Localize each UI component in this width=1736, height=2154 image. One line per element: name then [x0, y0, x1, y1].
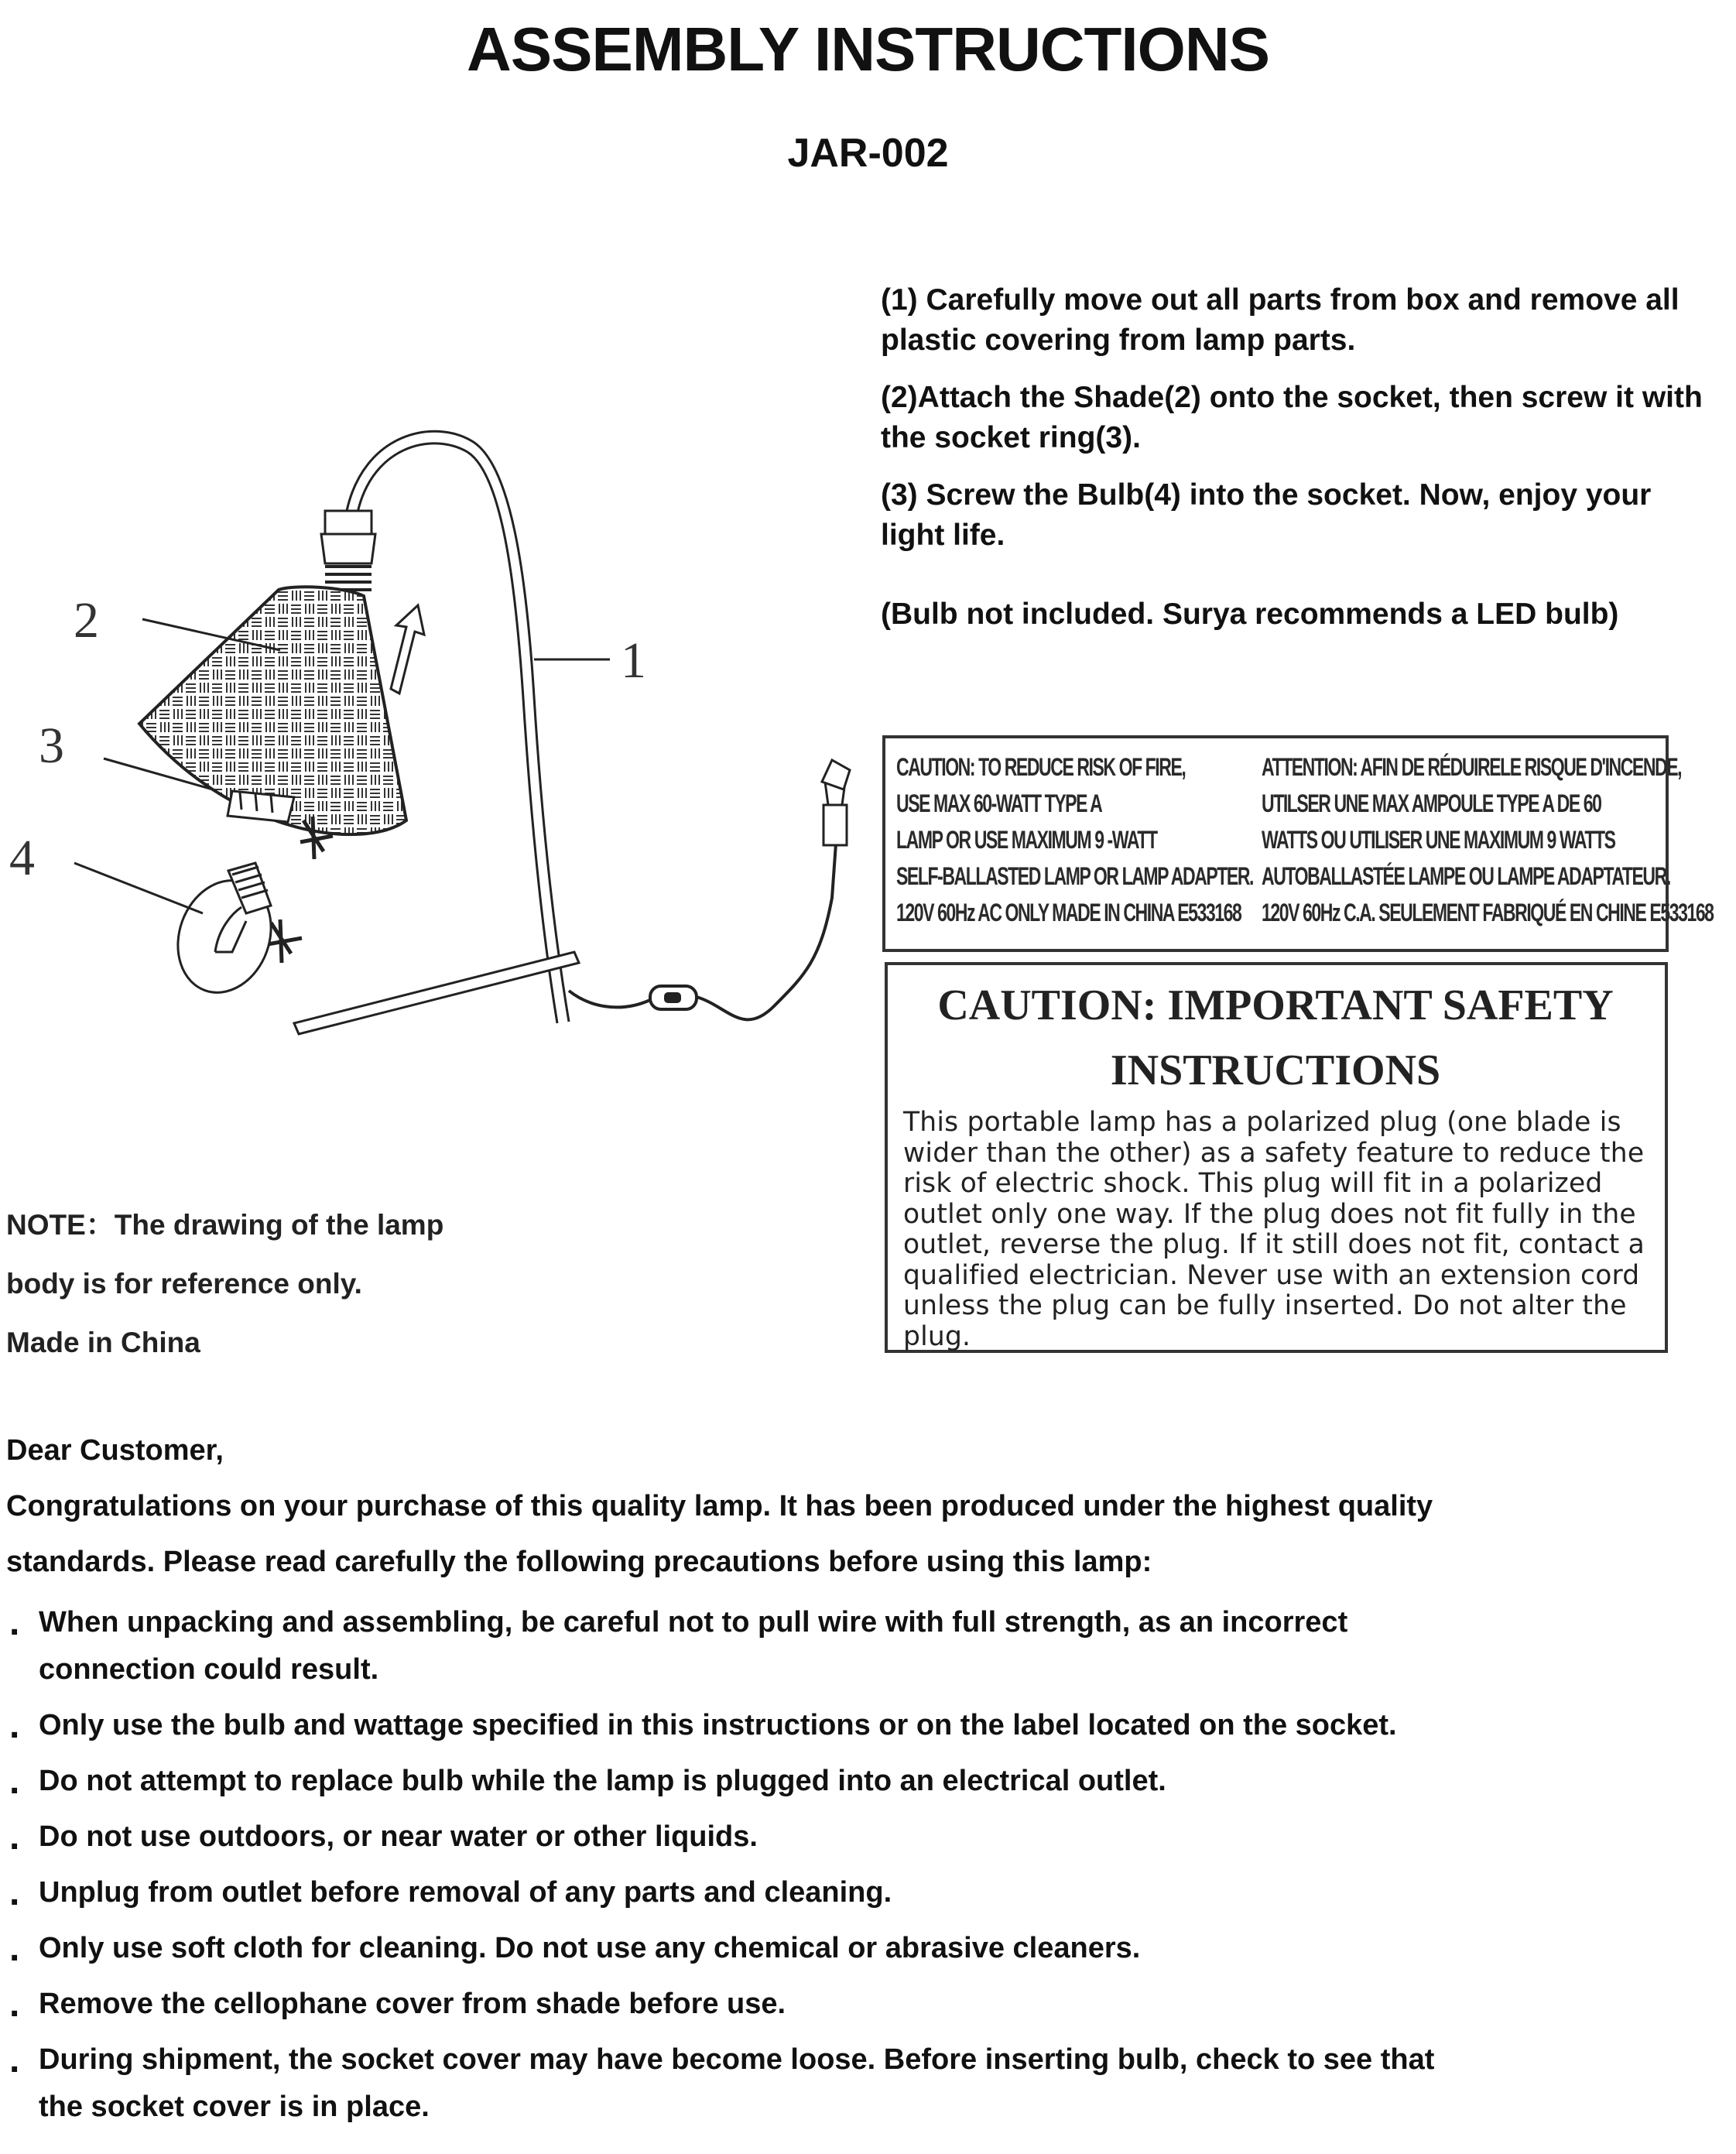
caution-label-fr	[1262, 749, 1736, 931]
letter-intro: Congratulations on your purchase of this quality lamp. It has been produced under the highest quality standards. Please read carefully the following precautions before using this lamp:	[6, 1490, 1433, 1578]
step-2: (2)Attach the Shade(2) onto the socket, then screw it with the socket ring(3).	[881, 381, 1703, 454]
part-label-2: 2	[74, 592, 99, 649]
switch-icon	[650, 986, 697, 1009]
lamp-diagram	[0, 418, 867, 1060]
list-item: . Only use soft cloth for cleaning. Do not use any chemical or abrasive cleaners.	[9, 1928, 1141, 1969]
caution-en-line: 120V 60Hz AC ONLY MADE IN CHINA E533168	[896, 899, 1241, 926]
caution-en-line: USE MAX 60-WATT TYPE A	[896, 789, 1102, 817]
customer-letter	[6, 1423, 1709, 2139]
part-label-4: 4	[9, 830, 35, 886]
precaution-text: Remove the cellophane cover from shade before use.	[39, 1988, 786, 2020]
caution-en-line: SELF-BALLASTED LAMP OR LAMP ADAPTER.	[896, 862, 1254, 890]
step-1: (1) Carefully move out all parts from box and remove all plastic covering from lamp parts.	[881, 283, 1680, 357]
list-item: . Do not use outdoors, or near water or other liquids.	[9, 1817, 758, 1858]
caution-fr-line: AUTOBALLASTÉE LAMPE OU LAMPE ADAPTATEUR.	[1262, 862, 1670, 890]
safety-heading-2: INSTRUCTIONS	[1110, 1046, 1441, 1094]
note-line-1: NOTE：The drawing of the lamp	[6, 1209, 444, 1241]
made-in-china: Made in China	[6, 1327, 200, 1358]
list-item: . During shipment, the socket cover may have become loose. Before inserting bulb, check to see that the socket cover is in place.	[9, 2039, 1435, 2123]
caution-label	[882, 735, 1714, 952]
precaution-text: Do not use outdoors, or near water or other liquids.	[39, 1820, 758, 1853]
list-item: . Do not attempt to replace bulb while the lamp is plugged into an electrical outlet.	[9, 1761, 1166, 1802]
assembly-steps	[881, 280, 1709, 652]
step-3: (3) Screw the Bulb(4) into the socket. Now, enjoy your light life.	[881, 478, 1652, 552]
precaution-text: Only use soft cloth for cleaning. Do not use any chemical or abrasive cleaners.	[39, 1932, 1141, 1964]
caution-fr-line: 120V 60Hz C.A. SEULEMENT FABRIQUÉ EN CHINE E533168	[1262, 899, 1714, 926]
part-label-1: 1	[621, 632, 646, 689]
safety-instructions-box	[885, 962, 1668, 1353]
list-item: . Remove the cellophane cover from shade before use.	[9, 1984, 786, 2025]
letter-greeting: Dear Customer,	[6, 1434, 224, 1467]
page-title: ASSEMBLY INSTRUCTIONS	[467, 15, 1269, 84]
caution-en-line: CAUTION: TO REDUCE RISK OF FIRE,	[896, 753, 1186, 781]
caution-fr-line: WATTS OU UTILISER UNE MAXIMUM 9 WATTS	[1262, 826, 1615, 854]
bulb-note: (Bulb not included. Surya recommends a LED bulb)	[881, 598, 1619, 631]
drawing-note	[6, 1196, 443, 1372]
caution-en-line: LAMP OR USE MAXIMUM 9 -WATT	[896, 826, 1157, 854]
socket-ring-icon	[228, 791, 294, 822]
list-item: . When unpacking and assembling, be careful not to pull wire with full strength, as an incorrect connection could result.	[9, 1602, 1348, 1686]
caution-fr-line: ATTENTION: AFIN DE RÉDUIRELE RISQUE D'INCENDE,	[1262, 753, 1682, 781]
list-item: . Unplug from outlet before removal of any parts and cleaning.	[9, 1872, 892, 1913]
safety-heading-1: CAUTION: IMPORTANT SAFETY	[937, 981, 1614, 1029]
precaution-text: Only use the bulb and wattage specified in this instructions or on the label located on the socket.	[39, 1709, 1397, 1741]
list-item: . Only use the bulb and wattage specified in this instructions or on the label located on the socket.	[9, 1705, 1397, 1746]
model-number: JAR-002	[787, 131, 949, 176]
note-line-2: body is for reference only.	[6, 1268, 362, 1300]
caution-fr-line: UTILSER UNE MAX AMPOULE TYPE A DE 60	[1262, 789, 1601, 817]
precaution-text: When unpacking and assembling, be careful not to pull wire with full strength, as an incorrect connection could result.	[39, 1606, 1348, 1686]
precaution-text: Do not attempt to replace bulb while the lamp is plugged into an electrical outlet.	[39, 1765, 1166, 1797]
precautions-list	[6, 1599, 1709, 2131]
precaution-text: During shipment, the socket cover may have become loose. Before inserting bulb, check to see that the socket cover is in place.	[39, 2043, 1435, 2123]
plug-icon	[822, 760, 850, 845]
precaution-text: Unplug from outlet before removal of any parts and cleaning.	[39, 1876, 892, 1909]
bulb-icon	[163, 863, 286, 1005]
part-label-3: 3	[39, 717, 64, 774]
safety-body: This portable lamp has a polarized plug (one blade is wider than the other) as a safety feature to reduce the risk of electric shock. This plug will fit in a polarized outlet only one way. If the plug does not fit fully in the outlet, reverse the plug. If it still does not fit, contact a qualified electrician. Never use with an extension cord unless the plug can be fully inserted. Do not alter the plug.	[903, 1107, 1645, 1352]
